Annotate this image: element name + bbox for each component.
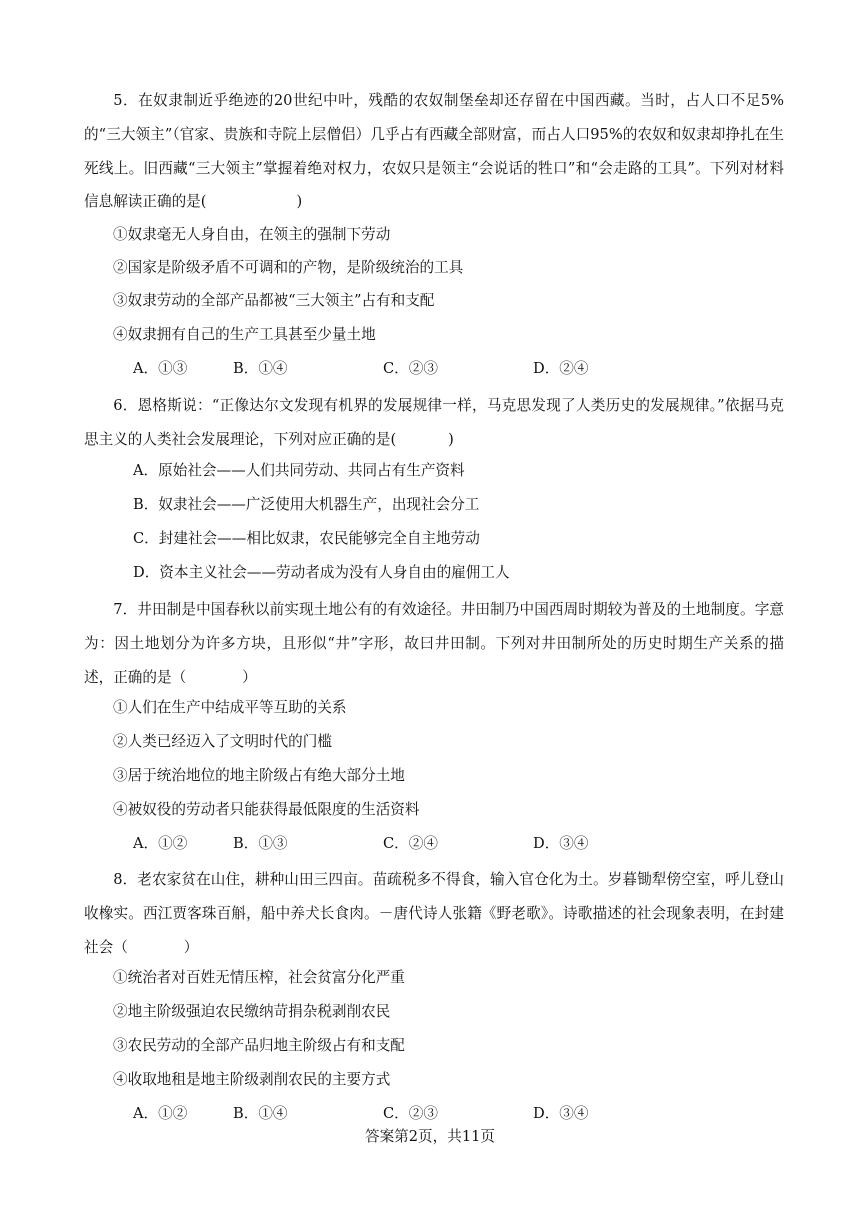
question-5-stem (84, 84, 784, 219)
question-6-text: 6．恩格斯说：“正像达尔文发现有机界的发展规律一样，马克思发现了人类历史的发展规律。”依据马克思主义的人类社会发展理论，下列对应正确的是( (84, 397, 784, 448)
question-7-item-2: ②人类已经迈入了文明时代的门槛 (113, 733, 332, 750)
question-7-text: 7．井田制是中国春秋以前实现土地公有的有效途径。井田制乃中国西周时期较为普及的土地制度。字意为：因土地划分为许多方块，且形似“井”字形，故曰井田制。下列对井田制所处的历史时期生产关系的描述，正确的是（ (84, 601, 784, 686)
option-c: C．②③ (383, 1105, 438, 1122)
question-8-text: 8．老农家贫在山住，耕种山田三四亩。苗疏税多不得食，输入官仓化为土。岁暮锄犁傍空室，呼儿登山收橡实。西江贾客珠百斛，船中养犬长食肉。－唐代诗人张籍《野老歌》。诗歌描述的社会现象表明，在封建社会（ (84, 871, 784, 956)
question-5-paren: ) (296, 193, 303, 211)
question-8-paren: ） (183, 938, 199, 956)
question-5-item-4: ④奴隶拥有自己的生产工具甚至少量土地 (113, 326, 376, 343)
option-d: D．②④ (533, 360, 589, 377)
question-6-option-c: C．封建社会——相比奴隶，农民能够完全自主地劳动 (133, 530, 480, 547)
question-7-stem (84, 593, 784, 694)
question-8-item-4: ④收取地租是地主阶级剥削农民的主要方式 (113, 1071, 391, 1088)
question-7-item-4: ④被奴役的劳动者只能获得最低限度的生活资料 (113, 801, 420, 818)
option-c: C．②④ (383, 835, 438, 852)
option-d: D．③④ (533, 1105, 589, 1122)
option-b: B．①④ (233, 1105, 288, 1122)
question-5-item-3: ③奴隶劳动的全部产品都被“三大领主”占有和支配 (113, 292, 435, 309)
question-6-stem (84, 389, 784, 457)
question-7-item-3: ③居于统治地位的地主阶级占有绝大部分土地 (113, 767, 405, 784)
question-5-item-2: ②国家是阶级矛盾不可调和的产物，是阶级统治的工具 (113, 259, 464, 276)
question-5-options (133, 357, 653, 381)
question-8-item-1: ①统治者对百姓无情压榨，社会贫富分化严重 (113, 969, 405, 986)
option-c: C．②③ (383, 360, 438, 377)
question-6-option-b: B．奴隶社会——广泛使用大机器生产，出现社会分工 (133, 496, 480, 513)
question-8-options (133, 1102, 653, 1126)
option-b: B．①③ (233, 835, 288, 852)
page-footer: 答案第2页，共11页 (364, 1128, 495, 1145)
question-5-text: 5．在奴隶制近乎绝迹的20世纪中叶，残酷的农奴制堡垒却还存留在中国西藏。当时，占人口不足5%的“三大领主”（官家、贵族和寺院上层僧侣）几乎占有西藏全部财富，而占人口95%的农奴和奴隶却挣扎在生死线上。旧西藏“三大领主”掌握着绝对权力，农奴只是领主“会说话的牲口”和“会走路的工具”。下列对材料信息解读正确的是( (84, 92, 784, 211)
question-6-paren: ) (448, 430, 454, 448)
question-5-item-1: ①奴隶毫无人身自由，在领主的强制下劳动 (113, 226, 391, 243)
option-d: D．③④ (533, 835, 589, 852)
question-7-item-1: ①人们在生产中结成平等互助的关系 (113, 699, 347, 716)
option-a: A．①③ (133, 360, 188, 377)
question-8-item-3: ③农民劳动的全部产品归地主阶级占有和支配 (113, 1037, 405, 1054)
question-6-option-d: D．资本主义社会——劳动者成为没有人身自由的雇佣工人 (133, 564, 510, 581)
question-7-options (133, 832, 653, 856)
option-b: B．①④ (233, 360, 288, 377)
question-8-stem (84, 863, 784, 964)
option-a: A．①② (133, 835, 188, 852)
question-8-item-2: ②地主阶级强迫农民缴纳苛捐杂税剥削农民 (113, 1003, 391, 1020)
question-6-option-a: A．原始社会——人们共同劳动、共同占有生产资料 (133, 462, 465, 479)
option-a: A．①② (133, 1105, 188, 1122)
question-7-paren: ） (242, 668, 257, 686)
